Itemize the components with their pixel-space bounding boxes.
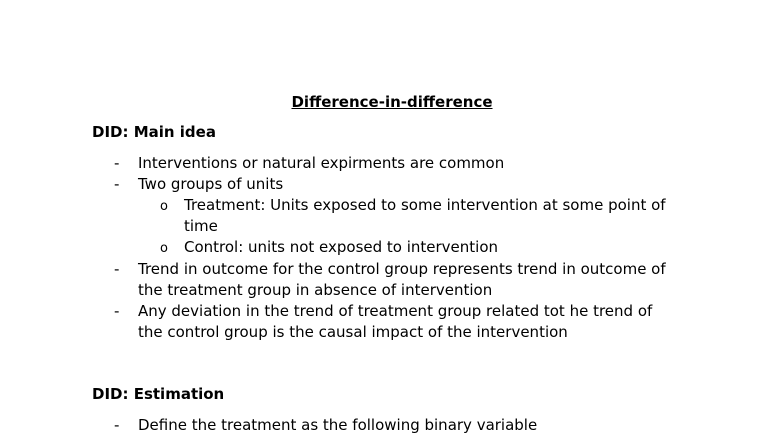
list-item-text: Any deviation in the trend of treatment group related tot he trend of: [138, 302, 653, 320]
list-item-text: Define the treatment as the following binary variable: [138, 416, 538, 434]
sub-list-item-text-continued: time: [184, 217, 218, 235]
list-item-text: Trend in outcome for the control group represents trend in outcome of: [138, 260, 666, 278]
section-heading-estimation: DID: Estimation: [92, 385, 225, 403]
list-item-text-continued: the control group is the causal impact of the intervention: [138, 323, 568, 341]
list-item-text-continued: the treatment group in absence of intervention: [138, 281, 493, 299]
list-item-text: Interventions or natural expirments are common: [138, 154, 505, 172]
bullet-dash-marker: -: [114, 175, 120, 193]
list-item-text: Two groups of units: [138, 175, 284, 193]
bullet-dash-marker: -: [114, 260, 120, 278]
bullet-circle-marker: o: [160, 199, 168, 214]
sub-list-item-text: Control: units not exposed to intervention: [184, 238, 499, 256]
sub-list-item-text: Treatment: Units exposed to some intervention at some point of: [184, 196, 666, 214]
bullet-dash-marker: -: [114, 302, 120, 320]
document-title: Difference-in-difference: [291, 93, 493, 111]
bullet-dash-marker: -: [114, 154, 120, 172]
section-heading-main-idea: DID: Main idea: [92, 123, 216, 141]
bullet-circle-marker: o: [160, 241, 168, 256]
bullet-dash-marker: -: [114, 416, 120, 434]
